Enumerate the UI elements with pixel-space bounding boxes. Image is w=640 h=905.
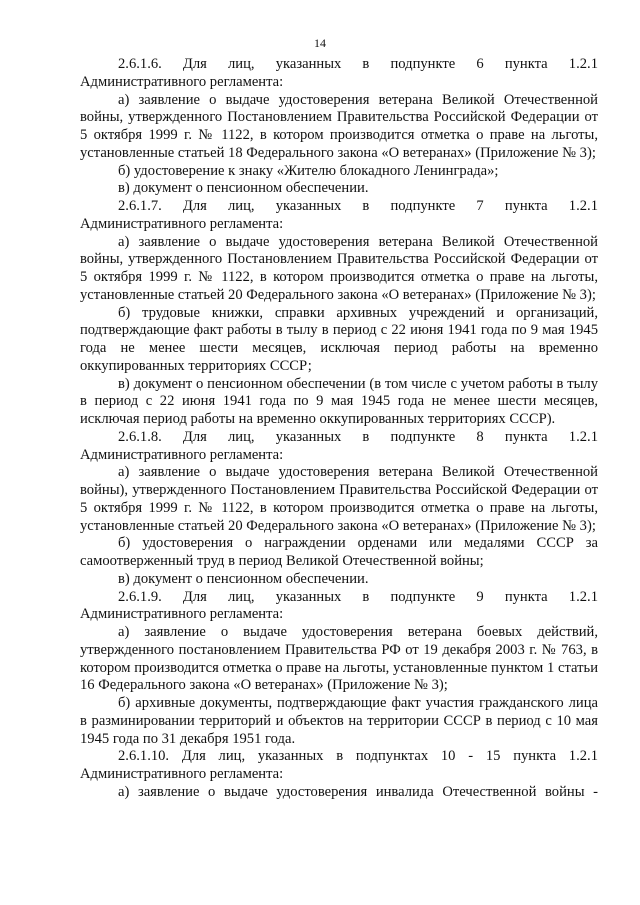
paragraph: а) заявление о выдаче удостоверения ветерана Великой Отечественной войны, утвержденного Постановлением Правительства Российской Федерации от 5 октября 1999 г. № 1122, в котором производится отметка о праве на льготы, установленные статьей 20 Федерального закона «О ветеранах» (Приложение № 3);: [80, 233, 598, 303]
paragraph-continued: а) заявление о выдаче удостоверения инвалида Отечественной войны -: [118, 783, 598, 800]
paragraph: в) документ о пенсионном обеспечении.: [118, 180, 369, 197]
paragraph: а) заявление о выдаче удостоверения ветерана Великой Отечественной войны, утвержденного Постановлением Правительства Российской Федерации от 5 октября 1999 г. № 1122, в котором производится отметка о праве на льготы, установленные статьей 18 Федерального закона «О ветеранах» (Приложение № 3);: [80, 91, 598, 161]
section-heading-2-6-1-10: 2.6.1.10. Для лиц, указанных в подпунктах 10 - 15 пункта 1.2.1: [118, 748, 598, 765]
section-heading-tail: Административного регламента:: [80, 73, 284, 90]
paragraph: б) архивные документы, подтверждающие факт участия гражданского лица в разминировании территорий и объектов на территории СССР в период с 10 мая 1945 года по 31 декабря 1951 года.: [80, 695, 598, 747]
paragraph: б) трудовые книжки, справки архивных учреждений и организаций, подтверждающие факт работы в тылу в период с 22 июня 1941 года по 9 мая 1945 года не менее шести месяцев, исключая период работы на временно оккупированных территориях СССР;: [80, 304, 598, 374]
section-heading-tail: Административного регламента:: [80, 446, 284, 463]
paragraph: а) заявление о выдаче удостоверения ветерана боевых действий, утвержденного постановлением Правительства РФ от 19 декабря 2003 г. № 763, в котором производится отметка о праве на льготы, установленные пунктом 1 статьи 16 Федерального закона «О ветеранах» (Приложение № 3);: [80, 624, 598, 694]
section-heading-2-6-1-9: 2.6.1.9. Для лиц, указанных в подпункте 9 пункта 1.2.1: [118, 588, 598, 605]
paragraph: б) удостоверения о награждении орденами или медалями СССР за самоотверженный труд в период Великой Отечественной войны;: [80, 535, 598, 569]
section-heading-tail: Административного регламента:: [80, 215, 284, 232]
section-heading-2-6-1-6: 2.6.1.6. Для лиц, указанных в подпункте 6 пункта 1.2.1: [118, 56, 598, 72]
paragraph: б) удостоверение к знаку «Жителю блокадного Ленинграда»;: [118, 162, 499, 179]
paragraph: а) заявление о выдаче удостоверения ветерана Великой Отечественной войны), утвержденного Постановлением Правительства Российской Федерации от 5 октября 1999 г. № 1122, в котором производится отметка о праве на льготы, установленные статьей 20 Федерального закона «О ветеранах» (Приложение № 3);: [80, 464, 598, 534]
paragraph: в) документ о пенсионном обеспечении.: [118, 570, 369, 587]
document-body: [80, 56, 598, 802]
paragraph: в) документ о пенсионном обеспечении (в том числе с учетом работы в тылу в период с 22 июня 1941 года по 9 мая 1945 года не менее шести месяцев, исключая период работы на временно оккупированных территориях СССР).: [80, 375, 598, 427]
section-heading-2-6-1-7: 2.6.1.7. Для лиц, указанных в подпункте 7 пункта 1.2.1: [118, 198, 598, 214]
page-number: 14: [314, 36, 326, 50]
section-heading-tail: Административного регламента:: [80, 766, 284, 782]
section-heading-2-6-1-8: 2.6.1.8. Для лиц, указанных в подпункте 8 пункта 1.2.1: [118, 428, 598, 445]
section-heading-tail: Административного регламента:: [80, 606, 284, 623]
